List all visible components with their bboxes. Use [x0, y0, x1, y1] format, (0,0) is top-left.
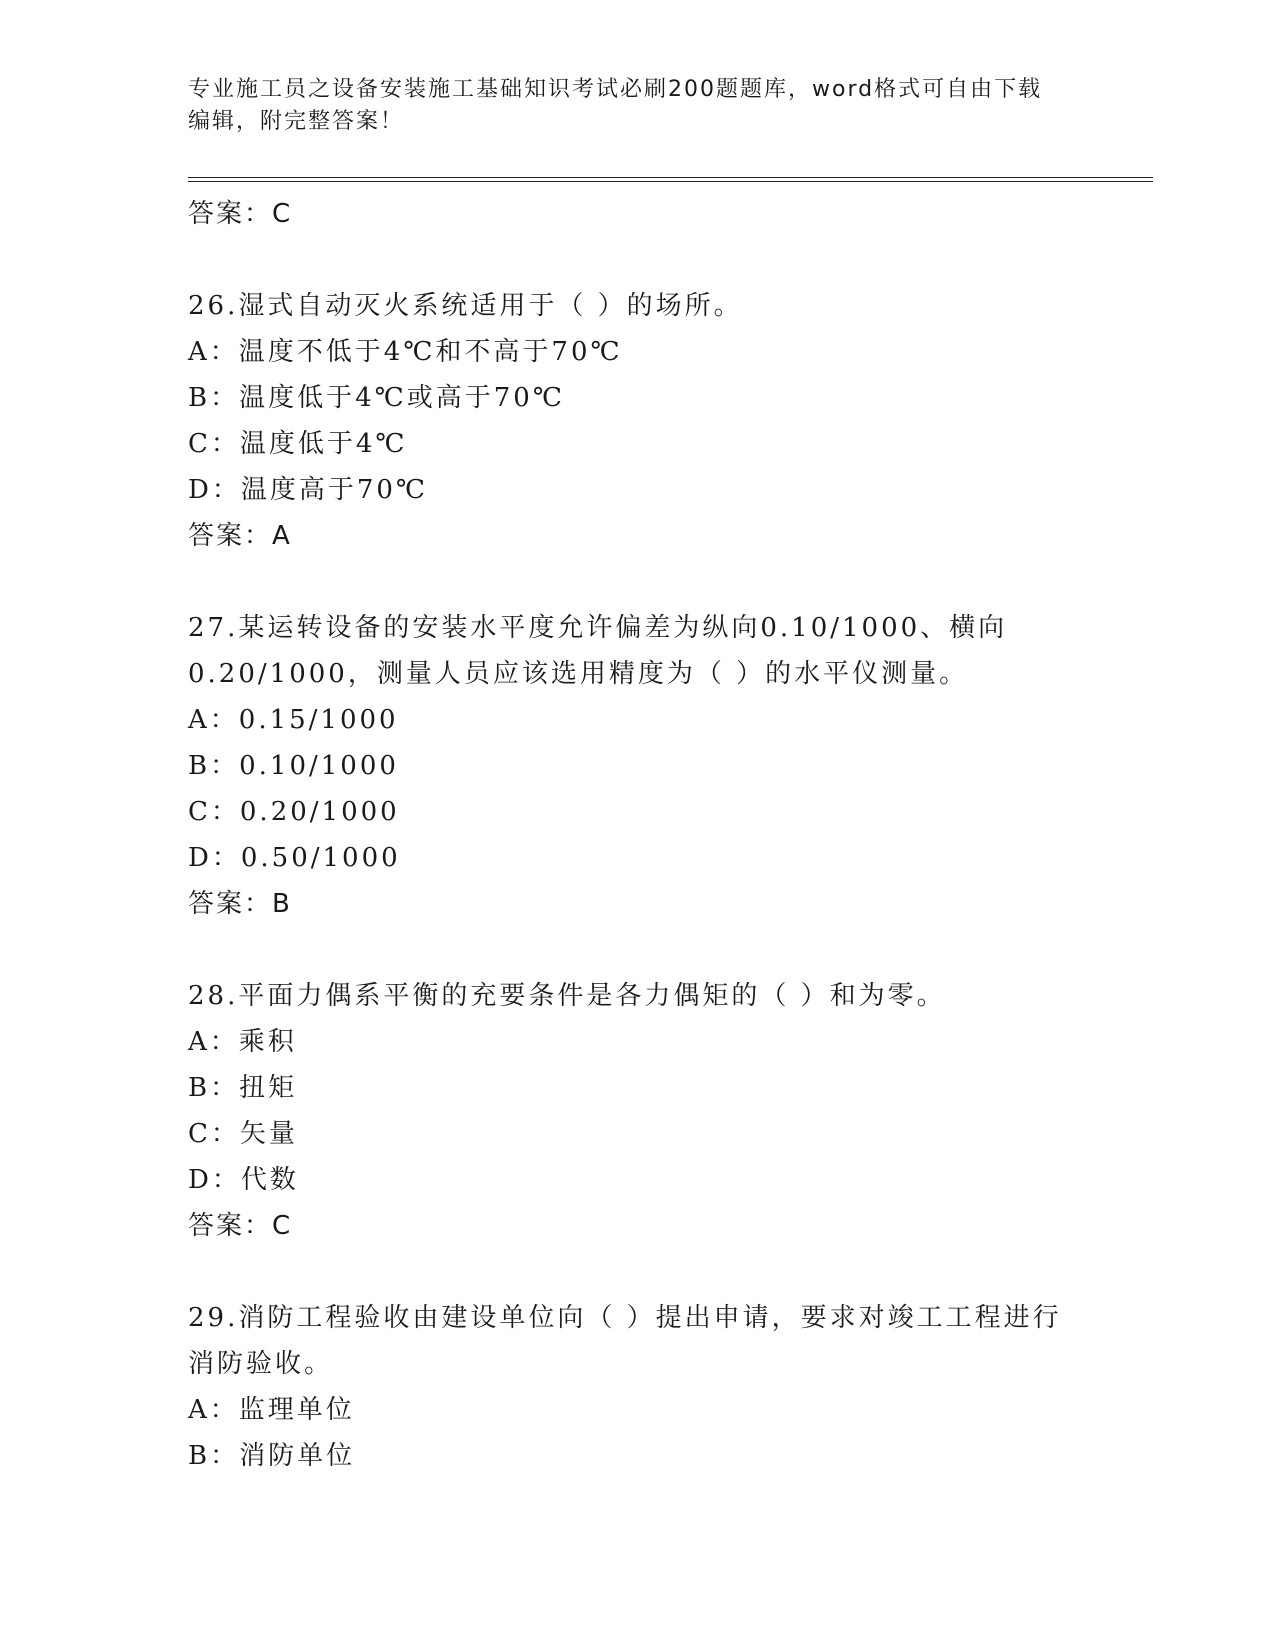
answer-line: 答案：C [188, 199, 293, 229]
option-a: A：温度不低于4℃和不高于70℃ [188, 337, 623, 367]
option-c: C：温度低于4℃ [188, 429, 408, 459]
question-28 [188, 973, 1088, 1249]
option-d: D：0.50/1000 [188, 843, 401, 873]
option-a: A：0.15/1000 [188, 705, 399, 735]
header-line-1: 专业施工员之设备安装施工基础知识考试必刷200题题库，word格式可自由下载 [188, 77, 1043, 102]
answer-line: 答案：C [188, 1211, 293, 1241]
question-29 [188, 1295, 1088, 1479]
spacer [188, 927, 1088, 973]
option-a: A：监理单位 [188, 1395, 355, 1425]
option-d: D：温度高于70℃ [188, 475, 429, 505]
header-line-2: 编辑，附完整答案！ [188, 109, 405, 134]
option-c: C：0.20/1000 [188, 797, 400, 827]
question-list [188, 191, 1088, 1479]
question-text-continued: 消防验收。 [188, 1349, 334, 1379]
question-text: 26.湿式自动灭火系统适用于（ ）的场所。 [188, 291, 743, 321]
question-27 [188, 605, 1088, 927]
option-b: B：消防单位 [188, 1441, 356, 1471]
spacer [188, 559, 1088, 605]
option-b: B：0.10/1000 [188, 751, 399, 781]
option-b: B：温度低于4℃或高于70℃ [188, 383, 565, 413]
question-26 [188, 283, 1088, 559]
question-text-continued: 0.20/1000，测量人员应该选用精度为（ ）的水平仪测量。 [188, 659, 969, 689]
question-text: 29.消防工程验收由建设单位向（ ）提出申请，要求对竣工工程进行 [188, 1303, 1062, 1333]
header-double-rule [188, 177, 1153, 182]
answer-line: 答案：B [188, 889, 292, 919]
option-b: B：扭矩 [188, 1073, 298, 1103]
spacer [188, 1249, 1088, 1295]
option-d: D：代数 [188, 1165, 299, 1195]
question-text: 28.平面力偶系平衡的充要条件是各力偶矩的（ ）和为零。 [188, 981, 946, 1011]
question-text: 27.某运转设备的安装水平度允许偏差为纵向0.10/1000、横向 [188, 613, 1008, 643]
document-header [188, 74, 1088, 138]
option-a: A：乘积 [188, 1027, 297, 1057]
answer-line: 答案：A [188, 521, 292, 551]
spacer [188, 237, 1088, 283]
option-c: C：矢量 [188, 1119, 298, 1149]
